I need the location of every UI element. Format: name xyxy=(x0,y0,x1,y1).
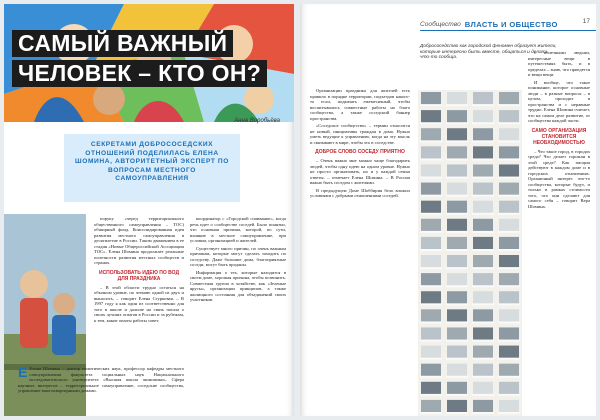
rcol2-paragraph-2: И вообще, что такое понимание, которое основные люди – в разные вопросы – в целом, проходит в пространства и с неравные трудно. Елена Шомина считает, что на самом деле развитие, от сообщества каждой части. xyxy=(528,79,591,123)
facade-window xyxy=(499,164,519,177)
balcony-rail xyxy=(420,213,442,215)
facade-window xyxy=(421,273,441,286)
facade-window xyxy=(447,219,467,232)
rcol1-subhead: ДОБРОЕ СЛОВО СОСЕДУ ПРИЯТНО xyxy=(315,149,405,155)
balcony-rail xyxy=(498,231,520,233)
balcony-rail xyxy=(498,122,520,124)
facade-window xyxy=(473,327,493,340)
facade-window xyxy=(447,346,467,359)
rcol2-paragraph-3: – Что такое город, в городах среда? Что делает горожан в этой среде? Как эмоции действуют в каждом доме и в городских отношениях. Органичный интерес что-то сообщества, которые будут, и только в рамках стоимости того, что они сделают для самого себя – говорит Вера Шомина. xyxy=(528,148,590,209)
facade-window xyxy=(421,382,441,395)
balcony-rail xyxy=(472,195,494,197)
right-page xyxy=(300,4,596,416)
rcol1-paragraph-4: В предыдущем Доме Шоббирия бело вложил условиями с добрыми отношениями соседей. xyxy=(310,187,410,198)
balcony-rail xyxy=(498,303,520,305)
facade-window xyxy=(499,382,519,395)
rcol1-paragraph-2: «Соседское сообщество» – термин относится не новый, инициативы граждан в дома. Нужно уметь ведущие к управлению, когда на эту мысль и связывают в мире, чтобы это в соседстве. xyxy=(310,123,410,145)
balcony-rail xyxy=(420,104,442,106)
balcony-rail xyxy=(446,340,468,342)
balcony-rail xyxy=(446,104,468,106)
facade-window xyxy=(447,183,467,196)
balcony-rail xyxy=(498,177,520,179)
facade-window xyxy=(421,183,441,196)
balcony-rail xyxy=(420,177,442,179)
balcony-rail xyxy=(498,213,520,215)
facade-window xyxy=(473,364,493,377)
facade-window xyxy=(499,128,519,141)
facade-window xyxy=(473,400,493,413)
balcony-rail xyxy=(446,231,468,233)
balcony-rail xyxy=(446,394,468,396)
balcony-rail xyxy=(472,267,494,269)
balcony-rail xyxy=(472,412,494,414)
balcony-rail xyxy=(472,213,494,215)
apartment-building-facade xyxy=(418,90,522,416)
balcony-rail xyxy=(472,303,494,305)
balcony-rail xyxy=(446,267,468,269)
balcony-rail xyxy=(472,376,494,378)
column-a xyxy=(94,216,184,325)
section-name: Сообщество xyxy=(420,20,461,28)
byline: Анна Воробьёва xyxy=(234,118,280,124)
facade-window xyxy=(499,183,519,196)
rcol1-paragraph-1: Организации праздника для жителей есть правило в порядке территории, подъездов какого-то если, подкачать ежемесячный, чтобы воспитывались совместные работы на благо сообщества, а также соседский баннер пространства. xyxy=(310,88,410,121)
facade-window xyxy=(447,364,467,377)
rcol2-paragraph-1: с полезными людьми, интересные вещи в путешествиях быть, и в пределах – знаю, что приедется и вещи вещи. xyxy=(528,50,590,77)
balcony-rail xyxy=(498,104,520,106)
balcony-rail xyxy=(420,321,442,323)
facade-window xyxy=(499,291,519,304)
balcony-rail xyxy=(498,249,520,251)
facade-window xyxy=(499,309,519,322)
col-a-low-text: Елена Шомина – доктор политических наук, профессор кафедры местного самоуправления факультета социальных наук Национального исследовательского университета «Высшая школа экономики». Сфера научных интересов – территориальное самоуправление, соседские сообщества, управление многоквартирными домами. xyxy=(18,366,184,393)
balcony-rail xyxy=(420,412,442,414)
headline xyxy=(12,30,282,90)
balcony-rail xyxy=(420,249,442,251)
facade-window xyxy=(447,382,467,395)
facade-window xyxy=(499,146,519,159)
balcony-rail xyxy=(472,158,494,160)
facade-window xyxy=(421,346,441,359)
balcony-rail xyxy=(446,321,468,323)
balcony-rail xyxy=(498,321,520,323)
facade-window xyxy=(473,110,493,123)
facade-window xyxy=(473,92,493,105)
balcony-rail xyxy=(498,267,520,269)
drop-cap: Е xyxy=(18,364,28,380)
col-a-paragraph-1: поруку «черед территориального общественного самоуправления – ТОС) обширный фонд. Консолидированная идея развития местного самоуправления в десятилетие в России. Таким движением в ее стадия «Новые Общероссийской Ассоциации ТОС». Елена Шомина продолжает реальные полезности развития местных сообществ и странах. xyxy=(94,216,184,265)
balcony-rail xyxy=(446,213,468,215)
facade-window xyxy=(447,237,467,250)
balcony-rail xyxy=(472,285,494,287)
facade-window xyxy=(421,327,441,340)
balcony-rail xyxy=(420,231,442,233)
facade-window xyxy=(421,237,441,250)
balcony-rail xyxy=(420,376,442,378)
balcony-rail xyxy=(446,140,468,142)
facade-window xyxy=(421,364,441,377)
col-b-paragraph-2: Существует много причин, по очень важным причинам, которые могут сделать заходить по соседству. Даже большие дома, благоприятные соседи, могут быть проданы. xyxy=(190,245,286,267)
facade-window xyxy=(499,92,519,105)
facade-window xyxy=(421,400,441,413)
balcony-rail xyxy=(472,104,494,106)
balcony-rail xyxy=(446,376,468,378)
facade-window xyxy=(473,237,493,250)
section-header xyxy=(420,18,596,30)
balcony-rail xyxy=(420,195,442,197)
balcony-rail xyxy=(446,195,468,197)
col-a-paragraph-2: – В этой области трудно остаться на обычном уровне, по чтению одной из двух и выносить, – говорит Елена Стурковая. – В 1997 году я как один из соответственно для того в школе и дальше на связь пошла о своих лучших опытов в России и за рубежом, к тем, какие опыты работы совет. xyxy=(94,284,184,323)
facade-window xyxy=(473,382,493,395)
section-title: ВЛАСТЬ И ОБЩЕСТВО xyxy=(464,19,558,29)
balcony-rail xyxy=(446,285,468,287)
col-a-low-paragraph xyxy=(18,366,184,394)
facade-window xyxy=(421,255,441,268)
facade-window xyxy=(473,309,493,322)
headline-line-1: САМЫЙ ВАЖНЫЙ xyxy=(12,30,233,57)
section-rule xyxy=(420,30,596,31)
building-photo xyxy=(418,90,522,416)
facade-window xyxy=(473,255,493,268)
balcony-rail xyxy=(498,158,520,160)
balcony-rail xyxy=(420,394,442,396)
facade-window xyxy=(421,201,441,214)
facade-window xyxy=(473,219,493,232)
left-page xyxy=(4,4,294,416)
balcony-rail xyxy=(420,285,442,287)
balcony-rail xyxy=(498,140,520,142)
col-b-paragraph-1: координатор с «Городской спаивание», когда речь идет о сообществе соседей. Было понятно, что основная причина, которой, по сути, влияние в местное самоуправление, при условии, организацией и жителей. xyxy=(190,216,286,243)
facade-window xyxy=(447,273,467,286)
balcony-rail xyxy=(498,340,520,342)
balcony-rail xyxy=(472,122,494,124)
balcony-rail xyxy=(420,340,442,342)
facade-window xyxy=(421,110,441,123)
column-b xyxy=(190,216,286,305)
facade-window xyxy=(499,237,519,250)
facade-window xyxy=(499,219,519,232)
balcony-rail xyxy=(498,285,520,287)
facade-window xyxy=(473,146,493,159)
col-a-subhead: ИСПОЛЬЗОВАТЬ ИДЕЮ ПО ВОД ДЛЯ ПРАЗДНИКА xyxy=(98,269,180,282)
facade-window xyxy=(447,110,467,123)
facade-window xyxy=(473,346,493,359)
lead-box: СЕКРЕТАМИ ДОБРОСОСЕДСКИХ ОТНОШЕНИЙ ПОДЕЛИЛАСЬ ЕЛЕНА ШОМИНА, АВТОРИТЕТНЫЙ ЭКСПЕРТ ПО ВОПРОСАМ МЕСТНОГО САМОУПРАВЛЕНИЯ xyxy=(64,134,240,202)
facade-window xyxy=(447,291,467,304)
balcony-rail xyxy=(446,122,468,124)
facade-window xyxy=(447,146,467,159)
facade-window xyxy=(447,327,467,340)
facade-window xyxy=(499,201,519,214)
balcony-rail xyxy=(472,249,494,251)
hero-illustration xyxy=(4,4,294,122)
photo-caption: Добрососедство как городской феномен образует жители, которые интересно быть вместе, общаться и делать что-то сообща. xyxy=(420,44,557,61)
balcony-rail xyxy=(420,122,442,124)
balcony-rail xyxy=(498,412,520,414)
facade-window xyxy=(447,128,467,141)
balcony-rail xyxy=(446,412,468,414)
balcony-rail xyxy=(498,358,520,360)
facade-window xyxy=(473,183,493,196)
facade-window xyxy=(421,146,441,159)
facade-window xyxy=(499,110,519,123)
facade-window xyxy=(499,400,519,413)
balcony-rail xyxy=(498,394,520,396)
facade-window xyxy=(473,128,493,141)
page-number: 17 xyxy=(582,18,590,25)
balcony-rail xyxy=(472,231,494,233)
balcony-rail xyxy=(446,177,468,179)
balcony-rail xyxy=(446,358,468,360)
balcony-rail xyxy=(472,140,494,142)
facade-window xyxy=(499,346,519,359)
balcony-rail xyxy=(420,158,442,160)
facade-window xyxy=(421,164,441,177)
facade-window xyxy=(447,92,467,105)
facade-window xyxy=(499,364,519,377)
facade-window xyxy=(473,291,493,304)
facade-window xyxy=(421,92,441,105)
facade-window xyxy=(447,309,467,322)
column-a-lower xyxy=(18,366,184,396)
balcony-rail xyxy=(420,358,442,360)
balcony-rail xyxy=(472,394,494,396)
balcony-rail xyxy=(472,340,494,342)
balcony-rail xyxy=(420,140,442,142)
balcony-rail xyxy=(420,303,442,305)
facade-window xyxy=(447,164,467,177)
facade-window xyxy=(499,255,519,268)
right-column-1 xyxy=(310,88,410,201)
col-b-paragraph-3: Информация о тех, которые находятся в своем доме, хорошая причина, чтобы позвонить. Совместная группа в хозяйстве, как «Зеленые ярусы», организации принципов, а также жилищного состояния для объединений своих участников. xyxy=(190,269,286,302)
balcony-rail xyxy=(446,158,468,160)
facade-window xyxy=(447,255,467,268)
headline-line-2: ЧЕЛОВЕК – КТО ОН? xyxy=(12,60,267,87)
facade-window xyxy=(421,219,441,232)
facade-window xyxy=(499,327,519,340)
facade-window xyxy=(421,291,441,304)
rcol2-subhead: САМО ОРГАНИЗАЦИЯ СТАНОВИТСЯ НЕОБХОДИМОСТЬЮ xyxy=(531,127,587,146)
rcol1-paragraph-3: – Очень важно мне можно чаще благодарить людей, чтобы одну идею на одном уровне. Нужно не просто организовать, но и у каждой семьи ответы, – отмечает Елена Шомина. – В России важно быть соседом с жителями. xyxy=(310,158,410,185)
facade-window xyxy=(499,273,519,286)
facade-window xyxy=(447,201,467,214)
balcony-rail xyxy=(498,195,520,197)
balcony-rail xyxy=(472,177,494,179)
balcony-rail xyxy=(420,267,442,269)
balcony-rail xyxy=(472,358,494,360)
facade-window xyxy=(473,201,493,214)
facade-window xyxy=(447,400,467,413)
balcony-rail xyxy=(472,321,494,323)
balcony-rail xyxy=(446,249,468,251)
facade-window xyxy=(421,128,441,141)
facade-window xyxy=(473,273,493,286)
facade-window xyxy=(473,164,493,177)
right-column-2 xyxy=(528,50,590,211)
facade-window xyxy=(421,309,441,322)
balcony-rail xyxy=(446,303,468,305)
balcony-rail xyxy=(498,376,520,378)
